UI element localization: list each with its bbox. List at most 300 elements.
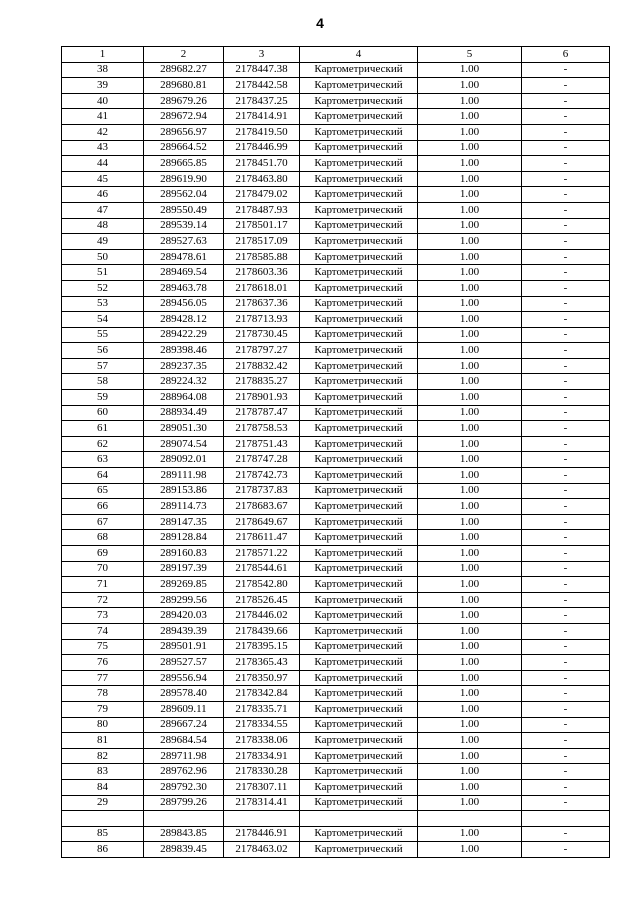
point-number-cell: 82 [62, 748, 144, 764]
table-row [62, 779, 610, 795]
y-coordinate-cell: 2178446.02 [224, 608, 300, 624]
point-number-cell: 56 [62, 343, 144, 359]
point-number-cell: 83 [62, 764, 144, 780]
accuracy-cell: 1.00 [418, 249, 522, 265]
point-number-cell: 50 [62, 249, 144, 265]
y-coordinate-cell: 2178395.15 [224, 639, 300, 655]
y-coordinate-cell: 2178797.27 [224, 343, 300, 359]
y-coordinate-cell: 2178479.02 [224, 187, 300, 203]
point-number-cell: 47 [62, 202, 144, 218]
description-cell: - [522, 842, 610, 858]
point-number-cell: 57 [62, 358, 144, 374]
x-coordinate-cell: 289527.63 [144, 234, 224, 250]
method-cell: Картометрический [300, 452, 418, 468]
description-cell: - [522, 733, 610, 749]
accuracy-cell: 1.00 [418, 655, 522, 671]
point-number-cell: 51 [62, 265, 144, 281]
method-cell: Картометрический [300, 670, 418, 686]
description-cell: - [522, 577, 610, 593]
table-row [62, 327, 610, 343]
point-number-cell: 55 [62, 327, 144, 343]
description-cell: - [522, 499, 610, 515]
x-coordinate-cell: 289762.96 [144, 764, 224, 780]
method-cell: Картометрический [300, 686, 418, 702]
method-cell: Картометрический [300, 764, 418, 780]
table-row [62, 452, 610, 468]
y-coordinate-cell: 2178314.41 [224, 795, 300, 811]
accuracy-cell: 1.00 [418, 514, 522, 530]
point-number-cell: 40 [62, 93, 144, 109]
x-coordinate-cell: 289463.78 [144, 280, 224, 296]
x-coordinate-cell: 289556.94 [144, 670, 224, 686]
table-row [62, 483, 610, 499]
method-cell: Картометрический [300, 171, 418, 187]
column-header: 6 [522, 47, 610, 63]
x-coordinate-cell: 289550.49 [144, 202, 224, 218]
y-coordinate-cell: 2178742.73 [224, 468, 300, 484]
x-coordinate-cell: 289478.61 [144, 249, 224, 265]
accuracy-cell: 1.00 [418, 218, 522, 234]
y-coordinate-cell: 2178787.47 [224, 405, 300, 421]
accuracy-cell: 1.00 [418, 390, 522, 406]
method-cell: Картометрический [300, 390, 418, 406]
table-row [62, 655, 610, 671]
y-coordinate-cell: 2178832.42 [224, 358, 300, 374]
x-coordinate-cell: 289128.84 [144, 530, 224, 546]
method-cell: Картометрический [300, 561, 418, 577]
description-cell: - [522, 78, 610, 94]
accuracy-cell [418, 811, 522, 827]
point-number-cell: 38 [62, 62, 144, 78]
method-cell: Картометрический [300, 826, 418, 842]
point-number-cell: 29 [62, 795, 144, 811]
accuracy-cell: 1.00 [418, 93, 522, 109]
x-coordinate-cell: 289843.85 [144, 826, 224, 842]
accuracy-cell: 1.00 [418, 327, 522, 343]
accuracy-cell: 1.00 [418, 623, 522, 639]
point-number-cell: 59 [62, 390, 144, 406]
method-cell: Картометрический [300, 280, 418, 296]
x-coordinate-cell: 289114.73 [144, 499, 224, 515]
y-coordinate-cell: 2178365.43 [224, 655, 300, 671]
x-coordinate-cell: 289679.26 [144, 93, 224, 109]
accuracy-cell: 1.00 [418, 343, 522, 359]
accuracy-cell: 1.00 [418, 779, 522, 795]
table-row [62, 842, 610, 858]
table-row [62, 249, 610, 265]
point-number-cell: 75 [62, 639, 144, 655]
point-number-cell: 61 [62, 421, 144, 437]
accuracy-cell: 1.00 [418, 452, 522, 468]
method-cell: Картометрический [300, 218, 418, 234]
y-coordinate-cell: 2178487.93 [224, 202, 300, 218]
description-cell: - [522, 109, 610, 125]
method-cell: Картометрический [300, 296, 418, 312]
description-cell: - [522, 608, 610, 624]
point-number-cell: 68 [62, 530, 144, 546]
y-coordinate-cell: 2178447.38 [224, 62, 300, 78]
x-coordinate-cell: 289422.29 [144, 327, 224, 343]
table-row [62, 561, 610, 577]
y-coordinate-cell: 2178437.25 [224, 93, 300, 109]
point-number-cell: 49 [62, 234, 144, 250]
point-number-cell: 64 [62, 468, 144, 484]
description-cell: - [522, 390, 610, 406]
method-cell: Картометрический [300, 514, 418, 530]
x-coordinate-cell: 289619.90 [144, 171, 224, 187]
accuracy-cell: 1.00 [418, 561, 522, 577]
method-cell: Картометрический [300, 124, 418, 140]
x-coordinate-cell: 289562.04 [144, 187, 224, 203]
accuracy-cell: 1.00 [418, 312, 522, 328]
x-coordinate-cell: 289051.30 [144, 421, 224, 437]
table-row [62, 280, 610, 296]
point-number-cell: 45 [62, 171, 144, 187]
description-cell: - [522, 218, 610, 234]
accuracy-cell: 1.00 [418, 124, 522, 140]
method-cell: Картометрический [300, 623, 418, 639]
method-cell: Картометрический [300, 592, 418, 608]
method-cell: Картометрический [300, 265, 418, 281]
accuracy-cell: 1.00 [418, 608, 522, 624]
x-coordinate-cell: 289456.05 [144, 296, 224, 312]
y-coordinate-cell: 2178451.70 [224, 156, 300, 172]
point-number-cell: 42 [62, 124, 144, 140]
y-coordinate-cell: 2178571.22 [224, 546, 300, 562]
y-coordinate-cell: 2178307.11 [224, 779, 300, 795]
x-coordinate-cell: 289711.98 [144, 748, 224, 764]
accuracy-cell: 1.00 [418, 499, 522, 515]
method-cell: Картометрический [300, 499, 418, 515]
y-coordinate-cell: 2178442.58 [224, 78, 300, 94]
point-number-cell: 62 [62, 436, 144, 452]
accuracy-cell: 1.00 [418, 764, 522, 780]
description-cell: - [522, 795, 610, 811]
method-cell: Картометрический [300, 202, 418, 218]
table-row [62, 717, 610, 733]
table-row [62, 62, 610, 78]
method-cell: Картометрический [300, 608, 418, 624]
table-body [62, 62, 610, 857]
x-coordinate-cell: 289269.85 [144, 577, 224, 593]
table-row [62, 202, 610, 218]
y-coordinate-cell: 2178585.88 [224, 249, 300, 265]
method-cell: Картометрический [300, 546, 418, 562]
point-number-cell: 65 [62, 483, 144, 499]
description-cell [522, 811, 610, 827]
y-coordinate-cell: 2178419.50 [224, 124, 300, 140]
method-cell: Картометрический [300, 733, 418, 749]
description-cell: - [522, 62, 610, 78]
method-cell: Картометрический [300, 358, 418, 374]
accuracy-cell: 1.00 [418, 826, 522, 842]
x-coordinate-cell: 289153.86 [144, 483, 224, 499]
table-row [62, 421, 610, 437]
x-coordinate-cell: 289799.26 [144, 795, 224, 811]
y-coordinate-cell: 2178835.27 [224, 374, 300, 390]
column-header: 5 [418, 47, 522, 63]
description-cell: - [522, 234, 610, 250]
table-row [62, 93, 610, 109]
point-number-cell: 73 [62, 608, 144, 624]
x-coordinate-cell: 289398.46 [144, 343, 224, 359]
point-number-cell: 77 [62, 670, 144, 686]
y-coordinate-cell: 2178603.36 [224, 265, 300, 281]
accuracy-cell: 1.00 [418, 405, 522, 421]
accuracy-cell: 1.00 [418, 733, 522, 749]
point-number-cell: 76 [62, 655, 144, 671]
method-cell: Картометрический [300, 109, 418, 125]
table-row [62, 358, 610, 374]
method-cell: Картометрический [300, 530, 418, 546]
table-row [62, 811, 610, 827]
accuracy-cell: 1.00 [418, 358, 522, 374]
y-coordinate-cell: 2178751.43 [224, 436, 300, 452]
table-row [62, 733, 610, 749]
x-coordinate-cell: 289682.27 [144, 62, 224, 78]
y-coordinate-cell: 2178901.93 [224, 390, 300, 406]
table-row [62, 265, 610, 281]
description-cell: - [522, 312, 610, 328]
description-cell: - [522, 670, 610, 686]
description-cell: - [522, 93, 610, 109]
table-row [62, 499, 610, 515]
x-coordinate-cell: 289074.54 [144, 436, 224, 452]
accuracy-cell: 1.00 [418, 109, 522, 125]
description-cell: - [522, 374, 610, 390]
method-cell: Картометрический [300, 468, 418, 484]
description-cell: - [522, 592, 610, 608]
accuracy-cell: 1.00 [418, 296, 522, 312]
point-number-cell: 53 [62, 296, 144, 312]
x-coordinate-cell: 289792.30 [144, 779, 224, 795]
y-coordinate-cell: 2178526.45 [224, 592, 300, 608]
method-cell: Картометрический [300, 421, 418, 437]
x-coordinate-cell: 289428.12 [144, 312, 224, 328]
y-coordinate-cell: 2178334.55 [224, 717, 300, 733]
accuracy-cell: 1.00 [418, 436, 522, 452]
point-number-cell: 60 [62, 405, 144, 421]
point-number-cell: 48 [62, 218, 144, 234]
method-cell: Картометрический [300, 842, 418, 858]
description-cell: - [522, 156, 610, 172]
table-row [62, 764, 610, 780]
accuracy-cell: 1.00 [418, 374, 522, 390]
description-cell: - [522, 202, 610, 218]
description-cell: - [522, 280, 610, 296]
method-cell: Картометрический [300, 577, 418, 593]
method-cell: Картометрический [300, 78, 418, 94]
method-cell: Картометрический [300, 405, 418, 421]
description-cell: - [522, 296, 610, 312]
x-coordinate-cell: 289147.35 [144, 514, 224, 530]
table-row [62, 608, 610, 624]
accuracy-cell: 1.00 [418, 468, 522, 484]
accuracy-cell: 1.00 [418, 202, 522, 218]
description-cell: - [522, 686, 610, 702]
point-number-cell: 69 [62, 546, 144, 562]
method-cell: Картометрический [300, 717, 418, 733]
x-coordinate-cell: 289092.01 [144, 452, 224, 468]
point-number-cell: 43 [62, 140, 144, 156]
x-coordinate-cell: 289501.91 [144, 639, 224, 655]
table-row [62, 577, 610, 593]
x-coordinate-cell: 289160.83 [144, 546, 224, 562]
x-coordinate-cell [144, 811, 224, 827]
method-cell: Картометрический [300, 639, 418, 655]
y-coordinate-cell: 2178713.93 [224, 312, 300, 328]
table-row [62, 639, 610, 655]
accuracy-cell: 1.00 [418, 546, 522, 562]
y-coordinate-cell: 2178446.91 [224, 826, 300, 842]
description-cell: - [522, 327, 610, 343]
table-row [62, 124, 610, 140]
description-cell: - [522, 514, 610, 530]
x-coordinate-cell: 288964.08 [144, 390, 224, 406]
point-number-cell: 70 [62, 561, 144, 577]
accuracy-cell: 1.00 [418, 140, 522, 156]
point-number-cell: 52 [62, 280, 144, 296]
point-number-cell: 58 [62, 374, 144, 390]
point-number-cell: 85 [62, 826, 144, 842]
y-coordinate-cell: 2178335.71 [224, 701, 300, 717]
accuracy-cell: 1.00 [418, 686, 522, 702]
x-coordinate-cell: 289672.94 [144, 109, 224, 125]
description-cell: - [522, 546, 610, 562]
y-coordinate-cell: 2178334.91 [224, 748, 300, 764]
accuracy-cell: 1.00 [418, 78, 522, 94]
table-row [62, 826, 610, 842]
table-row [62, 546, 610, 562]
description-cell: - [522, 140, 610, 156]
y-coordinate-cell: 2178446.99 [224, 140, 300, 156]
point-number-cell: 44 [62, 156, 144, 172]
y-coordinate-cell: 2178463.02 [224, 842, 300, 858]
method-cell: Картометрический [300, 655, 418, 671]
column-header: 2 [144, 47, 224, 63]
accuracy-cell: 1.00 [418, 639, 522, 655]
point-number-cell: 54 [62, 312, 144, 328]
x-coordinate-cell: 289656.97 [144, 124, 224, 140]
description-cell: - [522, 187, 610, 203]
description-cell: - [522, 779, 610, 795]
accuracy-cell: 1.00 [418, 701, 522, 717]
description-cell: - [522, 826, 610, 842]
y-coordinate-cell: 2178544.61 [224, 561, 300, 577]
table-row [62, 468, 610, 484]
description-cell: - [522, 530, 610, 546]
y-coordinate-cell: 2178350.97 [224, 670, 300, 686]
description-cell: - [522, 436, 610, 452]
table-row [62, 686, 610, 702]
method-cell: Картометрический [300, 795, 418, 811]
table-row [62, 795, 610, 811]
x-coordinate-cell: 289839.45 [144, 842, 224, 858]
table-row [62, 514, 610, 530]
point-number-cell: 84 [62, 779, 144, 795]
y-coordinate-cell: 2178542.80 [224, 577, 300, 593]
x-coordinate-cell: 289578.40 [144, 686, 224, 702]
table-row [62, 748, 610, 764]
table-row [62, 140, 610, 156]
x-coordinate-cell: 288934.49 [144, 405, 224, 421]
accuracy-cell: 1.00 [418, 62, 522, 78]
y-coordinate-cell: 2178338.06 [224, 733, 300, 749]
point-number-cell [62, 811, 144, 827]
method-cell: Картометрический [300, 374, 418, 390]
x-coordinate-cell: 289197.39 [144, 561, 224, 577]
accuracy-cell: 1.00 [418, 483, 522, 499]
table-row [62, 343, 610, 359]
accuracy-cell: 1.00 [418, 717, 522, 733]
method-cell: Картометрический [300, 312, 418, 328]
y-coordinate-cell: 2178501.17 [224, 218, 300, 234]
x-coordinate-cell: 289439.39 [144, 623, 224, 639]
table-row [62, 218, 610, 234]
x-coordinate-cell: 289299.56 [144, 592, 224, 608]
table-row [62, 234, 610, 250]
table-row [62, 187, 610, 203]
table-row [62, 296, 610, 312]
method-cell: Картометрический [300, 748, 418, 764]
x-coordinate-cell: 289664.52 [144, 140, 224, 156]
accuracy-cell: 1.00 [418, 280, 522, 296]
point-number-cell: 74 [62, 623, 144, 639]
description-cell: - [522, 405, 610, 421]
point-number-cell: 46 [62, 187, 144, 203]
table-row [62, 701, 610, 717]
y-coordinate-cell: 2178649.67 [224, 514, 300, 530]
y-coordinate-cell: 2178439.66 [224, 623, 300, 639]
description-cell: - [522, 561, 610, 577]
x-coordinate-cell: 289469.54 [144, 265, 224, 281]
accuracy-cell: 1.00 [418, 577, 522, 593]
accuracy-cell: 1.00 [418, 171, 522, 187]
y-coordinate-cell: 2178517.09 [224, 234, 300, 250]
x-coordinate-cell: 289237.35 [144, 358, 224, 374]
y-coordinate-cell: 2178747.28 [224, 452, 300, 468]
accuracy-cell: 1.00 [418, 265, 522, 281]
table-row [62, 623, 610, 639]
accuracy-cell: 1.00 [418, 592, 522, 608]
method-cell: Картометрический [300, 436, 418, 452]
y-coordinate-cell: 2178330.28 [224, 764, 300, 780]
point-number-cell: 41 [62, 109, 144, 125]
method-cell [300, 811, 418, 827]
description-cell: - [522, 265, 610, 281]
table-row [62, 109, 610, 125]
accuracy-cell: 1.00 [418, 234, 522, 250]
method-cell: Картометрический [300, 140, 418, 156]
method-cell: Картометрический [300, 701, 418, 717]
method-cell: Картометрический [300, 234, 418, 250]
point-number-cell: 78 [62, 686, 144, 702]
accuracy-cell: 1.00 [418, 795, 522, 811]
description-cell: - [522, 764, 610, 780]
x-coordinate-cell: 289680.81 [144, 78, 224, 94]
table-row [62, 530, 610, 546]
x-coordinate-cell: 289224.32 [144, 374, 224, 390]
column-header: 3 [224, 47, 300, 63]
column-header: 4 [300, 47, 418, 63]
x-coordinate-cell: 289665.85 [144, 156, 224, 172]
x-coordinate-cell: 289527.57 [144, 655, 224, 671]
y-coordinate-cell: 2178637.36 [224, 296, 300, 312]
table-row [62, 390, 610, 406]
y-coordinate-cell: 2178342.84 [224, 686, 300, 702]
description-cell: - [522, 639, 610, 655]
table-row [62, 592, 610, 608]
